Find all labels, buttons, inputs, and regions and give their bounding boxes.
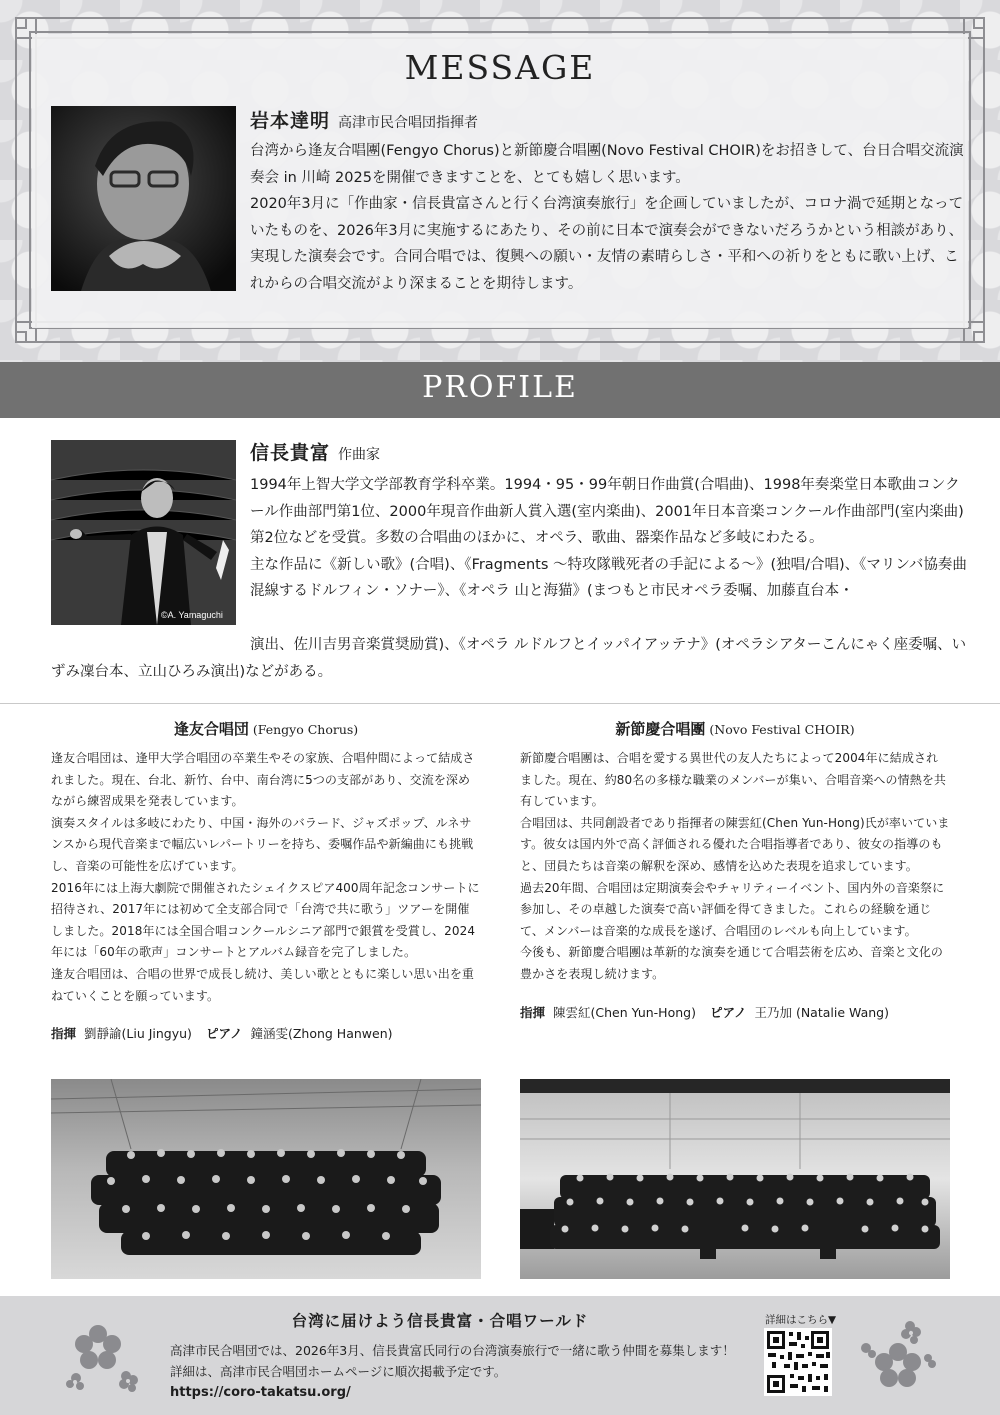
cherry-blossom-icon <box>62 1322 142 1394</box>
choir-column-fengyo <box>51 718 481 1042</box>
profile-role: 作曲家 <box>338 447 381 463</box>
piano-label: ピアノ <box>205 1026 243 1042</box>
choir-heading <box>51 718 481 739</box>
choir-paragraph: 逢友合唱団は、合唱の世界で成長し続け、美しい歌とともに楽しい思い出を重ねていくことを願っています。 <box>51 966 475 1003</box>
profile-body <box>250 472 970 605</box>
group-photo <box>51 1079 481 1279</box>
choir-paragraph: 今後も、新節慶合唱團は革新的な演奏を通じて合唱芸術を広め、音楽と文化の豊かさを表現し続けます。 <box>520 945 944 981</box>
profile-paragraph: 演出、佐川吉男音楽賞奨励賞)、《オペラ ルドルフとイッパイアッテナ》(オペラシアターこんにゃく座委嘱、いずみ凜台本、立山ひろみ演出)などがある。 <box>51 637 967 680</box>
profile-paragraph: 1994年上智大学文学部教育学科卒業。1994・95・99年朝日作曲賞(合唱曲)、1998年奏楽堂日本歌曲コンクール作曲部門第1位、2000年現音作曲新人賞入選(室内楽曲)、2001年日本音楽コンクール作曲部門(室内楽曲)第2位などを受賞。多数の合唱曲のほかに、オペラ、歌曲、器楽作品など多岐にわたる。 <box>250 477 964 546</box>
choir-column-novo <box>520 718 950 1021</box>
choir-paragraph: 演奏スタイルは多岐にわたり、中国・海外のバラード、ジャズポップ、ルネサンスから現代音楽まで幅広いレパートリーを持ち、委嘱作品や新編曲にも挑戦し、音楽の可能性を広げています。 <box>51 815 474 873</box>
footer-title: 台湾に届けよう信長貴富・合唱ワールド <box>291 1312 589 1330</box>
pianist-name: 王乃加 (Natalie Wang) <box>754 1004 889 1020</box>
message-paragraph: 2020年3月に「作曲家・信長貴富さんと行く台湾演奏旅行」を企画していましたが、コロナ渦で延期となっていたものを、2026年3月に実施するにあたり、その前に日本で演奏会ができないだろうかという相談があり、実現した演奏会です。合同合唱では、復興への願い・友情の素晴らしさ・平和への祈りをともに歌い上げ、これからの合唱交流がより深まることを期待します。 <box>250 196 964 292</box>
choir-description <box>520 748 950 986</box>
choir-photo-fengyo <box>51 1079 481 1279</box>
conductor-name: 劉靜諭(Liu Jingyu) <box>84 1026 192 1042</box>
qr-label: 詳細はこちら▼ <box>765 1314 837 1326</box>
profile-title: PROFILE <box>422 370 578 405</box>
choir-heading <box>520 718 950 739</box>
qr-code[interactable] <box>764 1328 832 1396</box>
profile-name: 信長貴富 <box>250 442 331 464</box>
section-divider <box>0 703 1000 704</box>
message-body <box>250 138 970 297</box>
choir-paragraph: 合唱団は、共同創設者であり指揮者の陳雲紅(Chen Yun-Hong)氏が率いています。彼女は国内外で高く評価される優れた合唱指導者であり、彼女の指導のもと、団員たちは音楽の解釈を深め、感情を込めた表現を追求しています。 <box>520 815 950 873</box>
portrait-image <box>51 440 236 625</box>
piano-label: ピアノ <box>709 1004 747 1020</box>
footer-text: 高津市民合唱団では、2026年3月、信長貴富氏同行の台湾演奏旅行で一緒に歌う仲間を募集します！ <box>170 1343 735 1358</box>
pianist-name: 鐘涵雯(Zhong Hanwen) <box>250 1026 393 1042</box>
portrait-photo-iwamoto <box>51 106 236 291</box>
choir-description <box>51 748 481 1007</box>
choir-paragraph: 新節慶合唱團は、合唱を愛する異世代の友人たちによって2004年に結成されました。現在、約80名の多様な職業のメンバーが集い、合唱音楽への情熱を共有しています。 <box>520 751 947 809</box>
footer-text: 詳細は、高津市民合唱団ホームページに順次掲載予定です。 <box>170 1364 507 1379</box>
choir-name: 逢友合唱団 <box>173 720 249 738</box>
profile-author <box>250 438 380 465</box>
message-paragraph: 台湾から逢友合唱團(Fengyo Chorus)と新節慶合唱團(Novo Festival CHOIR)をお招きして、台日合唱交流演奏会 in 川崎 2025を開催できますことを、とても嬉しく思います。 <box>250 143 964 186</box>
message-title: MESSAGE <box>404 48 596 87</box>
choir-paragraph: 過去20年間、合唱団は定期演奏会やチャリティーイベント、国内外の音楽祭に参加し、その卓越した演奏で高い評価を得てきました。これらの経験を通じて、メンバーは音楽的な成長を遂げ、合唱団のレベルも向上しています。 <box>520 880 945 938</box>
group-photo <box>520 1079 950 1279</box>
profile-paragraph: 主な作品に《新しい歌》(合唱)、《Fragments 〜特攻隊戦死者の手記による〜》(独唱/合唱)、《マリンバ協奏曲 混線するドルフィン・ソナー》、《オペラ 山と海猫》(まつもと市民オペラ委嘱、加藤直台本・ <box>250 556 967 599</box>
conductor-name: 陳雲紅(Chen Yun-Hong) <box>553 1004 696 1020</box>
choir-name-en: (Novo Festival CHOIR) <box>709 722 855 737</box>
choir-paragraph: 逢友合唱団は、逢甲大学合唱団の卒業生やその家族、合唱仲間によって結成されました。現在、台北、新竹、台中、南台湾に5つの支部があり、交流を深めながら練習成果を発表しています。 <box>51 751 475 809</box>
photo-credit: ©A. Yamaguchi <box>161 610 223 620</box>
choir-credits <box>51 1024 481 1042</box>
conductor-label: 指揮 <box>520 1004 546 1020</box>
choir-photo-novo <box>520 1079 950 1279</box>
profile-body-continued <box>51 632 971 685</box>
website-link[interactable]: https://coro-takatsu.org/ <box>170 1385 351 1400</box>
choir-paragraph: 2016年には上海大劇院で開催されたシェイクスピア400周年記念コンサートに招待され、2017年には初めて全支部合同で「台湾で共に歌う」ツアーを開催しました。2018年には全国合唱コンクールシニア部門で銀賞を受賞し、2024年には「60年の歌声」コンサートとアルバム録音を完了しました。 <box>51 880 480 960</box>
author-role: 高津市民合唱団指揮者 <box>338 115 479 131</box>
author-name: 岩本達明 <box>250 110 331 132</box>
message-author <box>250 106 478 133</box>
cherry-blossom-icon <box>858 1318 938 1394</box>
choir-credits <box>520 1003 950 1021</box>
choir-name: 新節慶合唱團 <box>615 720 706 738</box>
portrait-photo-nobunaga <box>51 440 236 625</box>
choir-name-en: (Fengyo Chorus) <box>252 722 359 737</box>
conductor-label: 指揮 <box>51 1026 77 1042</box>
